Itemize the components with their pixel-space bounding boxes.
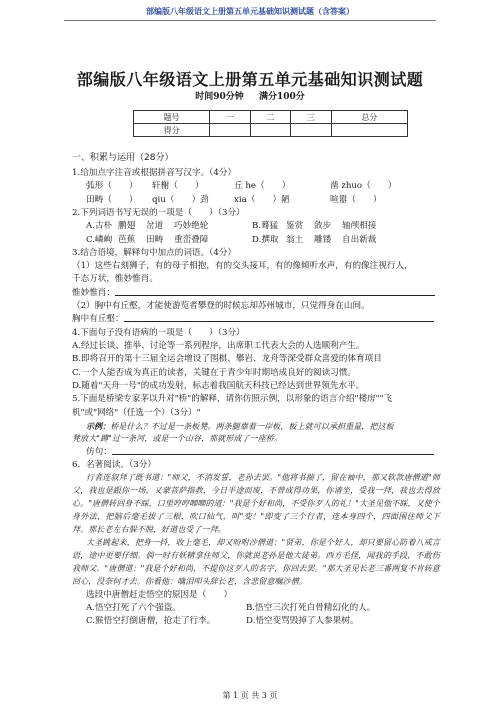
document-title: 部编版八年级语文上册第五单元基础知识测试题: [76, 70, 424, 89]
q1-item: 田畴（ ）: [86, 194, 138, 205]
q6-option-a: A.悟空打死了六个强盗。: [86, 603, 181, 614]
q3-answer-line-2: [72, 313, 440, 326]
q1-item: xia（ ）陋: [234, 194, 290, 205]
question-5-stem-cont: 机"或"网络"（任选一个）（3分）": [72, 407, 201, 418]
question-4-stem: 4.下面句子没有语病的一项是（ ）（3分）: [72, 327, 245, 338]
score-table-cell: 得分: [134, 124, 210, 137]
answer-blank[interactable]: [124, 313, 434, 322]
q2-option-word: 雕镂: [314, 234, 332, 245]
running-header: 部编版八年级语文上册第五单元基础知识测试题（含答案）: [146, 6, 354, 16]
q4-option-d: D.随着"天舟一号"的成功发射，标志着我国航天科技已经达到世界领先水平。: [72, 380, 365, 391]
q3-answer-line-1: [72, 287, 440, 300]
answer-blank[interactable]: [115, 287, 435, 296]
score-table-header-row: [134, 111, 408, 124]
q5-example-label: 示例：: [86, 420, 111, 431]
q1-item: 弧形（ ）: [86, 181, 138, 192]
q2-option-word: A.古朴: [86, 221, 113, 232]
q2-option-word: 鹏翅: [118, 221, 136, 232]
page-footer: 第 1 页 共 3 页: [222, 691, 278, 700]
score-table-cell: 一: [210, 111, 250, 124]
question-2-options-ab: [72, 220, 440, 233]
q2-option-word: 芭蕉: [118, 234, 136, 245]
q2-option-word: 轴颅相接: [342, 221, 377, 232]
section-heading: 一、积累与运用（28分）: [72, 153, 174, 163]
q6-option-d: D.悟空变骂毁掉了人参果树。: [246, 616, 359, 627]
exam-score: 满分100分: [258, 92, 305, 102]
q3-answer-label: 惟妙惟肖：: [72, 287, 115, 298]
q6-option-c: C.猴悟空打倒唐僧，抢走了行李。: [86, 616, 216, 627]
question-2-options-cd: [72, 234, 440, 247]
score-table-cell: [210, 124, 250, 137]
document-body: [72, 152, 440, 629]
q6-question: 选段中唐僧赶走悟空的原因是（ ）: [86, 589, 233, 600]
score-table-cell: [331, 124, 407, 137]
score-table-row: [134, 124, 408, 137]
q2-option-word: C.嶙峋: [86, 234, 113, 245]
score-table: [133, 110, 408, 137]
q1-item: qiu（ ）劲: [152, 194, 209, 205]
q2-option-word: B.蓦猛: [252, 221, 279, 232]
q2-option-word: 自出新裁: [342, 234, 377, 245]
question-1-stem: 1.给加点字注音或根据拼音写汉字。（4分）: [72, 167, 237, 178]
q5-imitation-line: [72, 446, 440, 459]
score-table-cell: 三: [291, 111, 331, 124]
question-1-row-2: [72, 194, 440, 207]
score-table-cell: 总分: [331, 111, 407, 124]
q5-imitation-label: 仿句：: [86, 446, 112, 457]
q6-option-b: B.悟空三次打死白骨精幻化的人。: [246, 603, 376, 614]
q3-sentence-1: （1）这些右刻狮子，有的母子相抱，有的交头接耳，有的像倾听水声，有的像注视行人，: [72, 261, 413, 272]
q3-sentence-2: （2）胸中有丘壑，才能使游览者攀登的时候忘却苏州城市，只觉得身在山间。: [72, 301, 370, 312]
q1-item: 喧嚣（ ）: [330, 194, 382, 205]
q5-example-text: 桥是什么？不过是一条板凳。两条腿靠着一岸板，板上就可以承担重量，把这板: [110, 421, 394, 431]
q1-item: 凿 zhuo（ ）: [330, 181, 397, 192]
q2-option-word: 田畴: [146, 234, 164, 245]
exam-time: 时间90分钟: [195, 92, 244, 102]
score-table-cell: [250, 124, 290, 137]
q2-option-word: 岔道: [146, 221, 164, 232]
question-1-row-1: [72, 180, 440, 193]
question-2-stem: 2.下列词语书写无误的一项是（ ）（3分）: [72, 207, 245, 218]
q1-item: 轩榭（ ）: [152, 181, 204, 192]
question-5-stem: 5.下面是桥梁专家茅以升对"桥"的解释，请你仿照示例，以形象的语言介绍"楼房""飞: [72, 394, 393, 405]
q3-answer-label: 胸中有丘壑：: [72, 314, 124, 325]
q6-passage-2: 大圣跳起来，把身一抖，收上毫毛，却又吩咐沙僧道："贤弟，你是个好人，却只要留心防着八戒言语，途中更要仔细。倘一时有妖精拿住师父，你就说老孙是他大徒弟。西方毛怪，闻我的手段，不敢伤我师父。"唐僧道："我是个好和尚，不提你这歹人的名字，你回去罢。"那大圣见长老三番两复不肯转意回心，没奈何才去。你看他：噙泪叩头辞长老，含悲留意嘱沙僧。: [72, 538, 440, 586]
q2-option-word: 敛步: [314, 221, 332, 232]
question-3-stem: 3.结合语境，解释句中加点的词语。（4分）: [72, 247, 237, 258]
q4-option-a: A.经过长谈、推举、讨论等一系列程序，出席职工代表大会的人选顺利产生。: [72, 341, 365, 351]
q6-options-ab: [72, 602, 440, 615]
q2-option-word: 翁土: [286, 234, 304, 245]
score-table-cell: 题号: [134, 111, 210, 124]
q4-option-c: C.一个人能否成为真正的读者，关键在于青少年时期培成良好的阅读习惯。: [72, 367, 357, 378]
q2-option-word: 重峦叠障: [174, 234, 209, 245]
answer-blank[interactable]: [112, 446, 434, 455]
score-table-cell: 二: [250, 111, 290, 124]
q3-sentence-1-cont: 千态万状，惟妙惟肖。: [72, 274, 158, 285]
q6-options-cd: [72, 615, 440, 628]
question-6-stem: 6．名著阅读。（3分）: [72, 459, 156, 470]
score-table-cell: [291, 124, 331, 137]
q1-item: 丘 he（ ）: [234, 181, 291, 192]
q2-option-word: 鉴赏: [286, 221, 304, 232]
q2-option-word: 巧妙绝轮: [174, 221, 209, 232]
q4-option-b: B.即将召开的第十三届全运会增设了围棋、攀岩、龙舟等深受群众喜爱的体育项目: [72, 354, 382, 365]
q2-option-word: D.撰取: [252, 234, 279, 245]
q5-example: [72, 420, 440, 433]
q6-passage-1: 行者连叙拜了既书道："师父，不消发誓，老孙去罢。"他将书揣了，留在袖中，那又软款唐僧道"师父，我也是跟你一场，又蒙菩萨指教，今日半途而废，不曾成得功果，你请坐，受我一拜，我也去得放心。"唐僧转回身不睬，口里哼哼唧唧的道："我是个好和尚，不受你歹人的礼！"大圣见他不睬，又使个身外法，把脑后毫毛拔了三根，吹口仙气，叫"变！"即变了三个行者，连本身四个，四面围住师父下拜。那长老左右躲不脱，好道也受了一拜。: [72, 473, 440, 535]
header-divider: [64, 20, 436, 21]
exam-meta: [0, 89, 500, 102]
q5-example-cont: 凳放大"蹲"过一条河，或是一个山谷，那就形成了一座桥。: [72, 434, 283, 444]
